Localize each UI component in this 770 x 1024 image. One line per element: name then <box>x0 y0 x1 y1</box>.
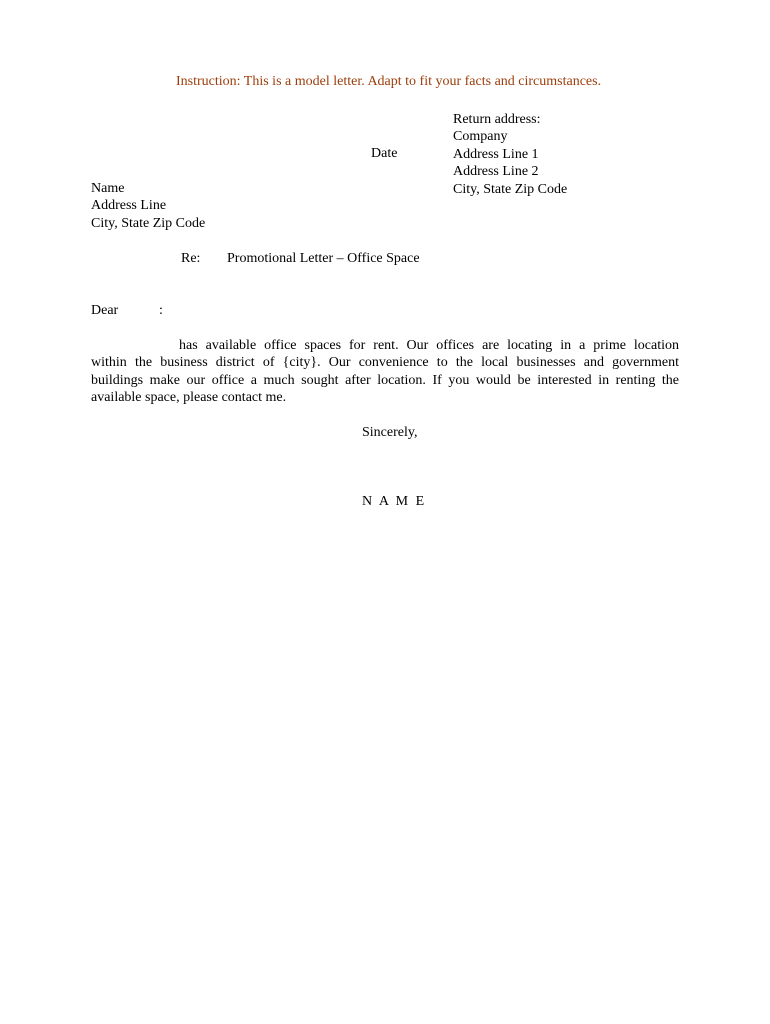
sender-company: Company <box>453 129 508 145</box>
return-address-label: Return address: <box>453 112 541 127</box>
sender-address-line-1: Address Line 1 <box>453 146 539 162</box>
body-line: available space, please contact me. <box>91 390 287 406</box>
body-line: has available office spaces for rent. Our offices are locating in a prime location <box>179 338 679 353</box>
recipient-address-line: Address Line <box>91 198 167 214</box>
subject-label: Re: <box>181 251 201 266</box>
subject-line: Promotional Letter – Office Space <box>227 251 420 266</box>
sender-address-line-2: Address Line 2 <box>453 164 539 180</box>
recipient-address-block <box>91 180 205 232</box>
instruction-note: Instruction: This is a model letter. Adapt to fit your facts and circumstances. <box>176 74 602 89</box>
salutation-greeting: Dear <box>91 303 119 318</box>
recipient-city-state-zip: City, State Zip Code <box>91 215 206 231</box>
salutation-colon: : <box>159 303 163 318</box>
body-line: buildings make our office a much sought after location. If you would be interested in renting the <box>91 372 679 388</box>
body-line: within the business district of {city}. Our convenience to the local businesses and government <box>91 355 679 371</box>
signature-name: N A M E <box>362 494 427 509</box>
recipient-name: Name <box>91 181 125 196</box>
return-address-block <box>453 111 567 198</box>
letter-date: Date <box>371 146 398 161</box>
body-paragraph <box>91 337 679 407</box>
closing: Sincerely, <box>362 425 418 440</box>
sender-city-state-zip: City, State Zip Code <box>453 181 568 197</box>
